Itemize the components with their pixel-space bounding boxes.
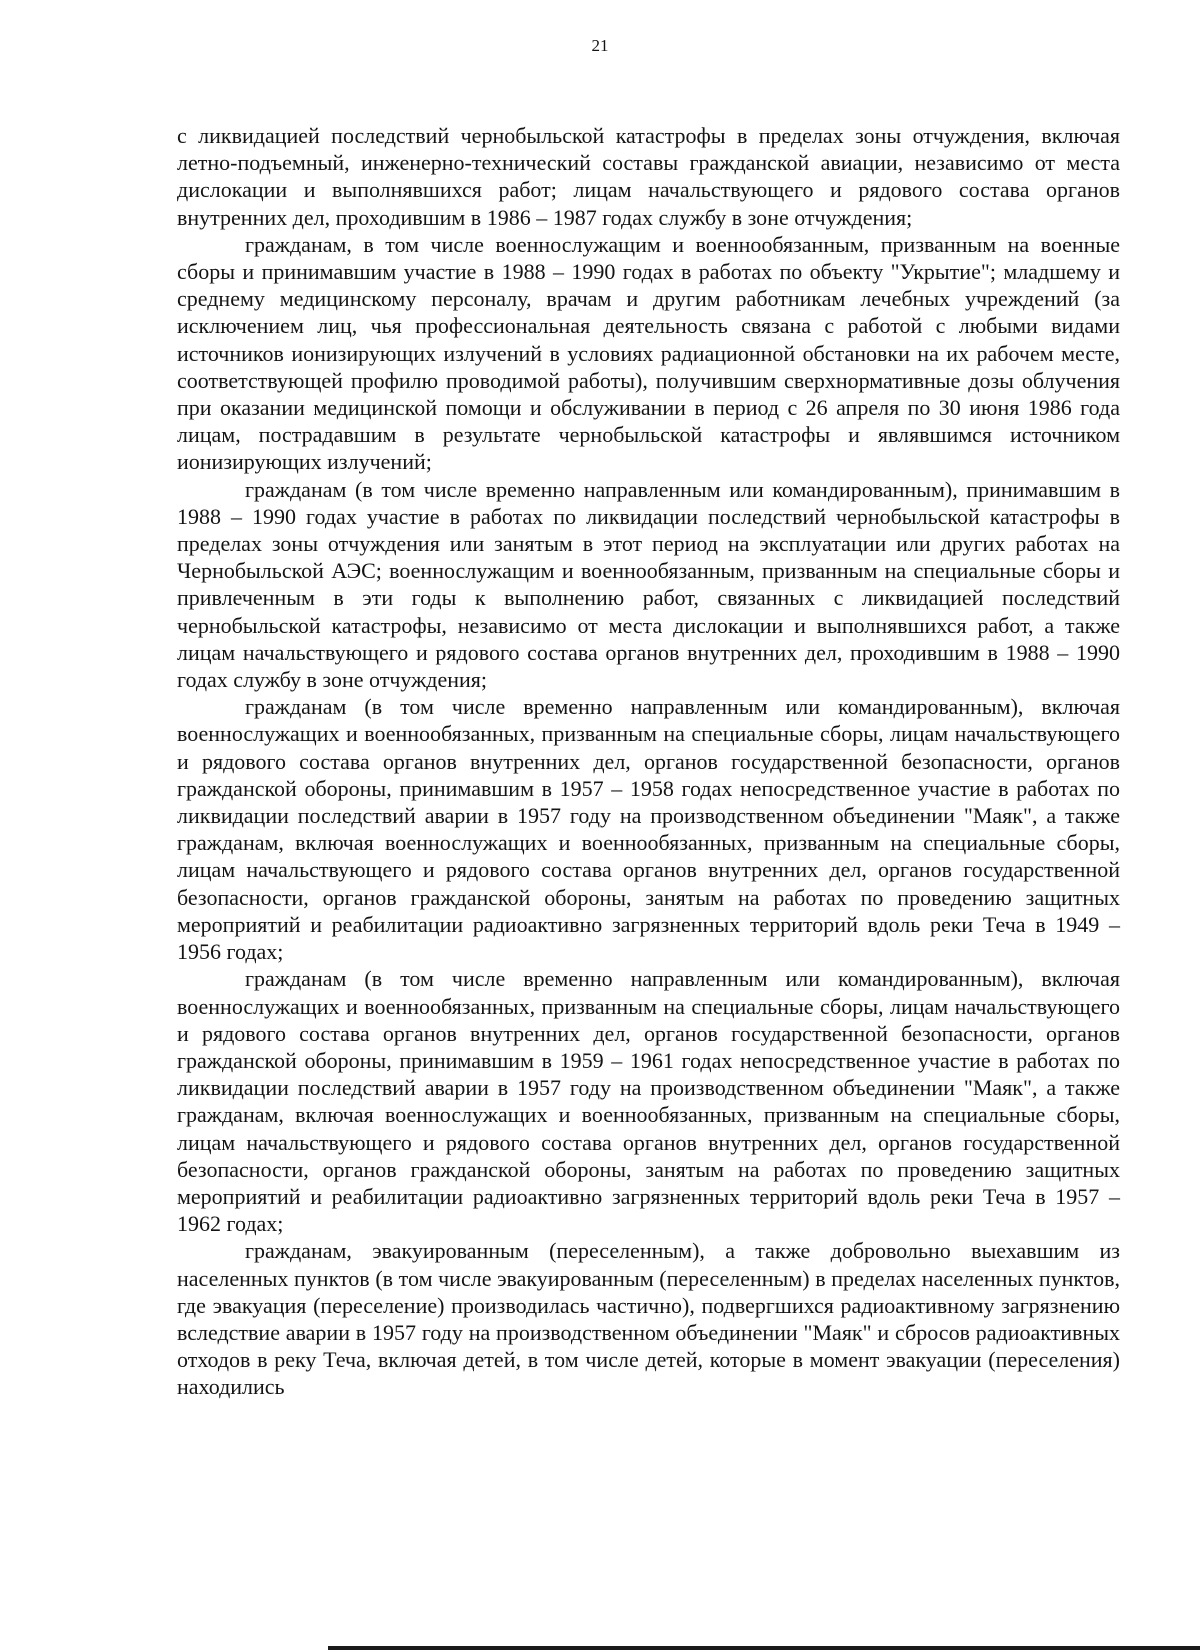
paragraph-3: гражданам (в том числе временно направленным или командированным), принимавшим в 1988 – 1990 годах участие в работах по ликвидации последствий чернобыльской катастрофы в пределах зоны отчуждения или занятым в этот период на эксплуатации или других работах на Чернобыльской АЭС; военнослужащим и военнообязанным, призванным на специальные сборы и привлеченным в эти годы к выполнению работ, связанных с ликвидацией последствий чернобыльской катастрофы, независимо от места дислокации и выполнявшихся работ, а также лицам начальствующего и рядового состава органов внутренних дел, проходившим в 1988 – 1990 годах службу в зоне отчуждения; bbox=[177, 476, 1120, 693]
document-body bbox=[177, 122, 1120, 1401]
paragraph-4: гражданам (в том числе временно направленным или командированным), включая военнослужащих и военнообязанных, призванным на специальные сборы, лицам начальствующего и рядового состава органов внутренних дел, органов государственной безопасности, органов гражданской обороны, принимавшим в 1957 – 1958 годах непосредственное участие в работах по ликвидации последствий аварии в 1957 году на производственном объединении "Маяк", а также гражданам, включая военнослужащих и военнообязанных, призванным на специальные сборы, лицам начальствующего и рядового состава органов внутренних дел, органов государственной безопасности, органов гражданской обороны, занятым на работах по проведению защитных мероприятий и реабилитации радиоактивно загрязненных территорий вдоль реки Теча в 1949 – 1956 годах; bbox=[177, 694, 1120, 965]
paragraph-1: с ликвидацией последствий чернобыльской катастрофы в пределах зоны отчуждения, включая летно-подъемный, инженерно-технический составы гражданской авиации, независимо от места дислокации и выполнявшихся работ; лицам начальствующего и рядового состава органов внутренних дел, проходившим в 1986 – 1987 годах службу в зоне отчуждения; bbox=[177, 123, 1120, 230]
page-number: 21 bbox=[591, 36, 609, 55]
paragraph-5: гражданам (в том числе временно направленным или командированным), включая военнослужащих и военнообязанных, призванным на специальные сборы, лицам начальствующего и рядового состава органов внутренних дел, органов государственной безопасности, органов гражданской обороны, принимавшим в 1959 – 1961 годах непосредственное участие в работах по ликвидации последствий аварии в 1957 году на производственном объединении "Маяк", а также гражданам, включая военнослужащих и военнообязанных, призванным на специальные сборы, лицам начальствующего и рядового состава органов внутренних дел, органов государственной безопасности, органов гражданской обороны, занятым на работах по проведению защитных мероприятий и реабилитации радиоактивно загрязненных территорий вдоль реки Теча в 1957 – 1962 годах; bbox=[177, 966, 1120, 1237]
scan-bottom-edge-line bbox=[328, 1646, 1200, 1650]
paragraph-2: гражданам, в том числе военнослужащим и военнообязанным, призванным на военные сборы и принимавшим участие в 1988 – 1990 годах в работах по объекту "Укрытие"; младшему и среднему медицинскому персоналу, врачам и другим работникам лечебных учреждений (за исключением лиц, чья профессиональная деятельность связана с работой с любыми видами источников ионизирующих излучений в условиях радиационной обстановки на их рабочем месте, соответствующей профилю проводимой работы), получившим сверхнормативные дозы облучения при оказании медицинской помощи и обслуживании в период с 26 апреля по 30 июня 1986 года лицам, пострадавшим в результате чернобыльской катастрофы и являвшимся источником ионизирующих излучений; bbox=[177, 231, 1120, 475]
paragraph-6: гражданам, эвакуированным (переселенным), а также добровольно выехавшим из населенных пунктов (в том числе эвакуированным (переселенным) в пределах населенных пунктов, где эвакуация (переселение) производилась частично), подвергшихся радиоактивному загрязнению вследствие аварии в 1957 году на производственном объединении "Маяк" и сбросов радиоактивных отходов в реку Теча, включая детей, в том числе детей, которые в момент эвакуации (переселения) находились bbox=[177, 1238, 1120, 1400]
